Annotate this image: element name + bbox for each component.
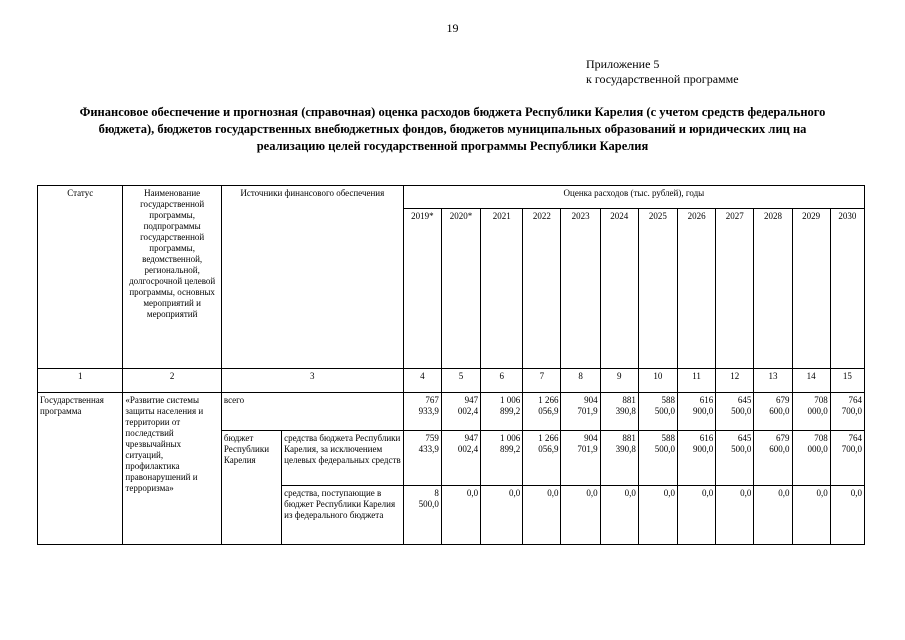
header-year: 2028 [754,209,792,369]
total-value-cell: 881 390,8 [600,393,638,431]
header-year: 2025 [638,209,677,369]
column-number: 14 [792,369,830,393]
financing-table [37,185,865,545]
total-value-cell: 764 700,0 [830,393,864,431]
regional-value-cell: 1 006 899,2 [481,431,523,486]
column-number: 3 [221,369,403,393]
header-year: 2029 [792,209,830,369]
regional-value-cell: 881 390,8 [600,431,638,486]
regional-value-cell: 645 500,0 [716,431,754,486]
column-number: 1 [38,369,123,393]
federal-value-cell: 0,0 [481,486,523,545]
header-year: 2021 [481,209,523,369]
column-number: 12 [716,369,754,393]
regional-value-cell: 759 433,9 [403,431,441,486]
header-year: 2022 [523,209,561,369]
header-year: 2024 [600,209,638,369]
column-number: 8 [561,369,600,393]
regional-value-cell: 708 000,0 [792,431,830,486]
regional-funds-label: средства бюджета Республики Карелия, за исключением целевых федеральных средств [282,431,404,486]
column-number: 13 [754,369,792,393]
regional-value-cell: 764 700,0 [830,431,864,486]
appendix-line-1: Приложение 5 [586,57,660,71]
federal-value-cell: 0,0 [523,486,561,545]
total-value-cell: 904 701,9 [561,393,600,431]
regional-value-cell: 679 600,0 [754,431,792,486]
regional-value-cell: 588 500,0 [638,431,677,486]
column-number: 9 [600,369,638,393]
header-sources: Источники финансового обеспечения [221,186,403,369]
total-value-cell: 588 500,0 [638,393,677,431]
column-number: 7 [523,369,561,393]
program-name: «Развитие системы защиты населения и территории от последствий чрезвычайных ситуаций, профилактика правонарушений и терроризма» [123,393,221,545]
program-status: Государственная программа [38,393,123,545]
federal-value-cell: 0,0 [600,486,638,545]
federal-value-cell: 0,0 [441,486,480,545]
budget-label: бюджет Республики Карелия [221,431,281,545]
federal-value-cell: 0,0 [716,486,754,545]
header-year: 2020* [441,209,480,369]
column-number: 5 [441,369,480,393]
total-value-cell: 708 000,0 [792,393,830,431]
column-number: 15 [830,369,864,393]
column-number: 10 [638,369,677,393]
column-number: 2 [123,369,221,393]
header-status: Статус [38,186,123,369]
regional-value-cell: 947 002,4 [441,431,480,486]
header-year: 2027 [716,209,754,369]
federal-value-cell: 0,0 [638,486,677,545]
header-name: Наименование государственной программы, подпрограммы государственной программы, ведомственной, региональной, долгосрочной целевой программы, основных мероприятий и мероприятий [123,186,221,369]
federal-value-cell: 0,0 [561,486,600,545]
header-estimate: Оценка расходов (тыс. рублей), годы [403,186,864,209]
regional-value-cell: 616 900,0 [678,431,716,486]
header-year: 2019* [403,209,441,369]
page-number: 19 [446,21,459,35]
column-number: 4 [403,369,441,393]
appendix-line-2: к государственной программе [586,72,739,86]
header-year: 2030 [830,209,864,369]
column-number: 6 [481,369,523,393]
total-value-cell: 947 002,4 [441,393,480,431]
total-value-cell: 1 266 056,9 [523,393,561,431]
federal-value-cell: 8 500,0 [403,486,441,545]
header-year: 2026 [678,209,716,369]
total-value-cell: 616 900,0 [678,393,716,431]
federal-funds-label: средства, поступающие в бюджет Республики Карелия из федерального бюджета [282,486,404,545]
column-number: 11 [678,369,716,393]
document-title: Финансовое обеспечение и прогнозная (справочная) оценка расходов бюджета Республики Карелия (с учетом средств федерального бюджета), бюджетов государственных внебюджетных фондов, бюджетов муниципальных образований и юридических лиц на реализацию целей государственной программы Республики Карелия [79,105,826,153]
total-label: всего [221,393,403,431]
total-value-cell: 645 500,0 [716,393,754,431]
regional-value-cell: 1 266 056,9 [523,431,561,486]
total-value-cell: 767 933,9 [403,393,441,431]
header-year: 2023 [561,209,600,369]
federal-value-cell: 0,0 [678,486,716,545]
appendix-note [586,57,739,87]
federal-value-cell: 0,0 [792,486,830,545]
total-value-cell: 679 600,0 [754,393,792,431]
federal-value-cell: 0,0 [830,486,864,545]
federal-value-cell: 0,0 [754,486,792,545]
total-value-cell: 1 006 899,2 [481,393,523,431]
regional-value-cell: 904 701,9 [561,431,600,486]
